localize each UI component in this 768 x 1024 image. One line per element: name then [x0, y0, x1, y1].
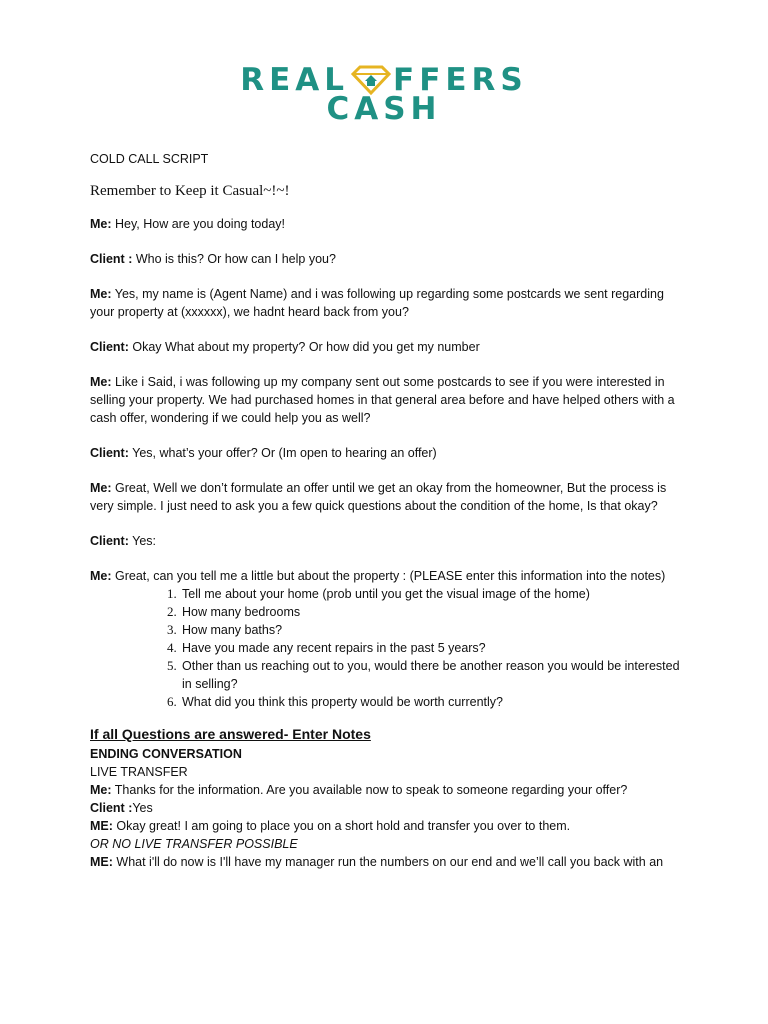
document-subtitle: Remember to Keep it Casual~!~! [90, 183, 290, 199]
question-item: 1. Tell me about your home (prob until you get the visual image of the home) [180, 585, 690, 603]
speaker-label: Client : [90, 252, 133, 266]
question-item: 2. How many bedrooms [180, 603, 690, 621]
logo-text-cash: CASH [326, 90, 442, 127]
script-document [90, 150, 690, 871]
logo-line-2 [212, 90, 556, 127]
dialogue-line [90, 479, 690, 515]
dialogue-line [90, 532, 690, 550]
dialogue-line [90, 285, 690, 321]
dialogue-text: Yes: [128, 534, 157, 548]
question-item: 5. Other than us reaching out to you, would there be another reason you would be interested in selling? [180, 657, 690, 693]
dialogue-line [90, 338, 690, 356]
dialogue-text: Yes [132, 801, 153, 815]
dialogue-line [90, 781, 690, 799]
ending-heading: ENDING CONVERSATION [90, 747, 242, 761]
speaker-label: Client: [90, 340, 129, 354]
dialogue-text: Who is this? Or how can I help you? [132, 252, 336, 266]
question-item: 6. What did you think this property would be worth currently? [180, 693, 690, 711]
speaker-label: Me: [90, 569, 112, 583]
question-item: 4. Have you made any recent repairs in the past 5 years? [180, 639, 690, 657]
dialogue-line [90, 444, 690, 462]
dialogue-text: Great, can you tell me a little but about the property : (PLEASE enter this information into the notes) [111, 569, 666, 583]
speaker-label: Me: [90, 375, 112, 389]
speaker-label: ME: [90, 819, 113, 833]
dialogue-text: Okay great! I am going to place you on a short hold and transfer you over to them. [112, 819, 571, 833]
speaker-label: Client: [90, 446, 129, 460]
speaker-label: ME: [90, 855, 113, 869]
dialogue-line [90, 853, 690, 871]
dialogue-line [90, 250, 690, 268]
speaker-label: Me: [90, 217, 112, 231]
logo-text-real: REAL [240, 61, 350, 98]
dialogue-text: Thanks for the information. Are you available now to speak to someone regarding your offer? [111, 783, 628, 797]
dialogue-line [90, 799, 690, 817]
speaker-label: Client: [90, 534, 129, 548]
live-transfer-label: LIVE TRANSFER [90, 765, 188, 779]
dialogue-text: Great, Well we don’t formulate an offer until we get an okay from the homeowner, But the process is very simple. I just need to ask you a few quick questions about the condition of the home, Is that okay? [90, 481, 667, 513]
dialogue-text: Okay What about my property? Or how did you get my number [128, 340, 480, 354]
dialogue-text: Yes, my name is (Agent Name) and i was following up regarding some postcards we sent regarding your property at (xxxxxx), we hadnt heard back from you? [90, 287, 664, 319]
speaker-label: Client : [90, 801, 133, 815]
speaker-label: Me: [90, 783, 112, 797]
dialogue-line [90, 215, 690, 233]
no-live-transfer-label: OR NO LIVE TRANSFER POSSIBLE [90, 837, 298, 851]
speaker-label: Me: [90, 287, 112, 301]
dialogue-text: Yes, what’s your offer? Or (Im open to hearing an offer) [128, 446, 437, 460]
company-logo [212, 61, 556, 127]
dialogue-text: Like i Said, i was following up my company sent out some postcards to see if you were interested in selling your property. We had purchased homes in that general area before and have helped others with a cash offer, wondering if we could help you as well? [90, 375, 675, 425]
dialogue-line [90, 817, 690, 835]
speaker-label: Me: [90, 481, 112, 495]
dialogue-text: What i'll do now is I'll have my manager run the numbers on our end and we’ll call you back with an [112, 855, 664, 869]
notes-heading: If all Questions are answered- Enter Notes [90, 726, 371, 742]
dialogue-line [90, 373, 690, 427]
question-item: 3. How many baths? [180, 621, 690, 639]
dialogue-text: Hey, How are you doing today! [111, 217, 286, 231]
document-title: COLD CALL SCRIPT [90, 152, 209, 166]
dialogue-line [90, 567, 690, 585]
logo-text-offers: FFERS [393, 61, 528, 98]
question-list [90, 585, 690, 711]
